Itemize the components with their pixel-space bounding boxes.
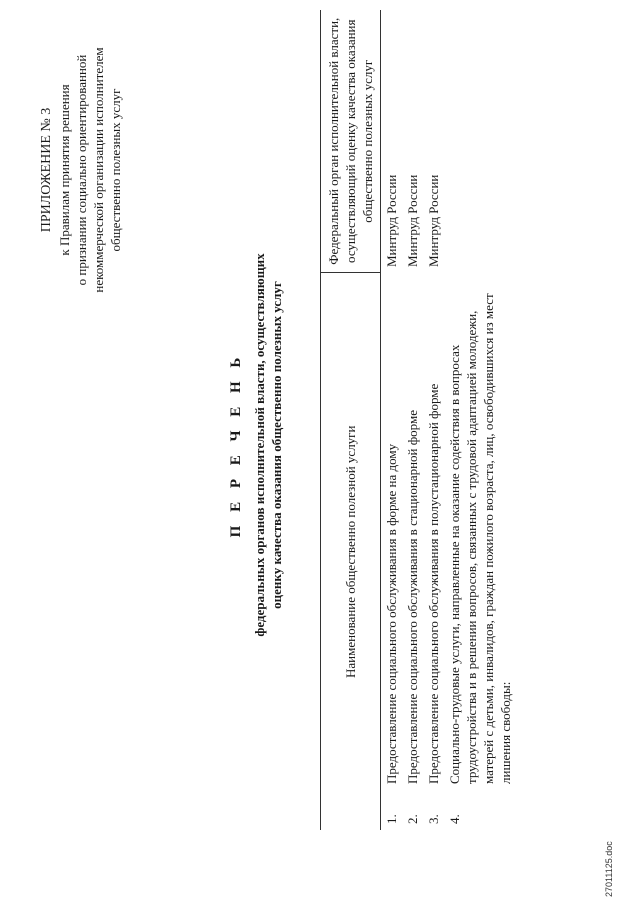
row-organ: Минтруд России [426, 174, 441, 267]
table-row [402, 10, 423, 830]
row-organ [444, 10, 516, 273]
document-id: 27011125.doc [604, 841, 614, 897]
title-line: федеральных органов исполнительной власти, осуществляющих [252, 253, 267, 637]
appendix-line: о признании социально ориентированной [74, 54, 89, 286]
appendix-header [38, 10, 124, 330]
row-number: 4. [447, 814, 462, 824]
row-organ: Минтруд России [384, 174, 399, 267]
row-number: 3. [426, 814, 441, 824]
services-table [320, 10, 516, 830]
appendix-number: ПРИЛОЖЕНИЕ № 3 [39, 107, 54, 233]
table-header-row [321, 10, 381, 830]
appendix-line: некоммерческой организации исполнителем [91, 47, 106, 293]
title-heading: П Е Р Е Ч Е Н Ь [228, 352, 244, 538]
header-service-name: Наименование общественно полезной услуги [321, 273, 381, 830]
row-service: Предоставление социального обслуживания в полустационарной форме [426, 383, 441, 784]
title-line: оценку качества оказания общественно полезных услуг [269, 281, 284, 609]
row-service: Предоставление социального обслуживания в форме на дому [384, 443, 399, 784]
table-row [381, 10, 403, 830]
header-federal-organ: Федеральный орган исполнительной власти, осуществляющий оценку качества оказания общественно полезных услуг [321, 10, 381, 273]
appendix-line: общественно полезных услуг [108, 88, 123, 252]
row-service: Предоставление социального обслуживания в стационарной форме [405, 410, 420, 784]
table-row [444, 10, 516, 830]
row-service: Социально-трудовые услуги, направленные на оказание содействия в вопросах трудоустройства и в решении вопросов, связанных с трудовой адаптацией молодежи, матерей с детьми, инвалидов, граждан пожилого возраста, лиц, освободившихся из мест лишения свободы: [447, 293, 513, 784]
row-number: 1. [384, 814, 399, 824]
row-number: 2. [405, 814, 420, 824]
document-title [228, 165, 285, 725]
row-organ: Минтруд России [405, 174, 420, 267]
table-row [423, 10, 444, 830]
appendix-line: к Правилам принятия решения [57, 84, 72, 256]
